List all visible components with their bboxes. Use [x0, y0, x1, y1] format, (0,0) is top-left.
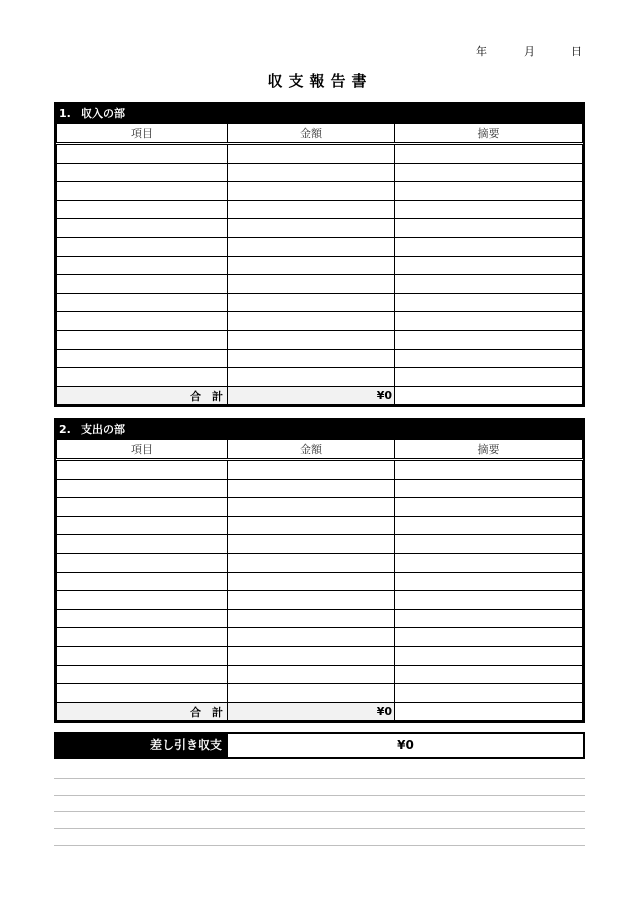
income-label: 収入の部: [81, 107, 125, 120]
amount-cell[interactable]: [228, 665, 395, 684]
table-row: [57, 498, 583, 517]
balance-value: ¥0: [226, 734, 583, 757]
column-header-amount: 金額: [228, 440, 395, 460]
item-cell[interactable]: [57, 330, 228, 349]
expense-label: 支出の部: [81, 423, 125, 436]
item-cell[interactable]: [57, 200, 228, 219]
table-row: [57, 182, 583, 201]
table-row: [57, 330, 583, 349]
note-cell[interactable]: [395, 609, 583, 628]
amount-cell[interactable]: [228, 349, 395, 368]
table-row: [57, 572, 583, 591]
note-line[interactable]: [54, 778, 585, 779]
amount-cell[interactable]: [228, 182, 395, 201]
table-row: [57, 237, 583, 256]
item-cell[interactable]: [57, 144, 228, 164]
amount-cell[interactable]: [228, 572, 395, 591]
amount-cell[interactable]: [228, 628, 395, 647]
item-cell[interactable]: [57, 572, 228, 591]
page-title: 収支報告書: [267, 72, 373, 90]
table-row: [57, 460, 583, 480]
income-total-value: ¥0: [228, 386, 395, 405]
table-row: [57, 516, 583, 535]
expense-total-label: 合 計: [57, 702, 228, 721]
amount-cell[interactable]: [228, 368, 395, 387]
amount-cell[interactable]: [228, 498, 395, 517]
table-row: [57, 293, 583, 312]
item-cell[interactable]: [57, 163, 228, 182]
note-cell[interactable]: [395, 200, 583, 219]
expense-total-note[interactable]: [395, 702, 583, 721]
table-row: [57, 535, 583, 554]
item-cell[interactable]: [57, 628, 228, 647]
note-line[interactable]: [54, 795, 585, 796]
table-row: [57, 684, 583, 703]
note-line[interactable]: [54, 811, 585, 812]
amount-cell[interactable]: [228, 646, 395, 665]
note-cell[interactable]: [395, 237, 583, 256]
year-label: 年: [476, 45, 487, 58]
income-total-note[interactable]: [395, 386, 583, 405]
item-cell[interactable]: [57, 237, 228, 256]
balance-row: [54, 732, 585, 759]
amount-cell[interactable]: [228, 609, 395, 628]
note-cell[interactable]: [395, 219, 583, 238]
expense-table: [56, 439, 583, 721]
income-section: [54, 102, 585, 407]
item-cell[interactable]: [57, 609, 228, 628]
item-cell[interactable]: [57, 256, 228, 275]
note-cell[interactable]: [395, 516, 583, 535]
amount-cell[interactable]: [228, 163, 395, 182]
item-cell[interactable]: [57, 293, 228, 312]
amount-cell[interactable]: [228, 312, 395, 331]
column-header-note: 摘要: [395, 440, 583, 460]
note-cell[interactable]: [395, 591, 583, 610]
expense-total-row: [57, 702, 583, 721]
item-cell[interactable]: [57, 516, 228, 535]
table-row: [57, 591, 583, 610]
item-cell[interactable]: [57, 349, 228, 368]
table-row: [57, 163, 583, 182]
note-cell[interactable]: [395, 498, 583, 517]
column-header-item: 項目: [57, 124, 228, 144]
note-cell[interactable]: [395, 349, 583, 368]
amount-cell[interactable]: [228, 553, 395, 572]
expense-section: [54, 418, 585, 723]
table-row: [57, 312, 583, 331]
item-cell[interactable]: [57, 591, 228, 610]
note-cell[interactable]: [395, 312, 583, 331]
note-cell[interactable]: [395, 368, 583, 387]
table-row: [57, 665, 583, 684]
table-row: [57, 144, 583, 164]
item-cell[interactable]: [57, 479, 228, 498]
expense-total-value: ¥0: [228, 702, 395, 721]
amount-cell[interactable]: [228, 330, 395, 349]
amount-cell[interactable]: [228, 460, 395, 480]
expense-header: [56, 420, 583, 439]
amount-cell[interactable]: [228, 256, 395, 275]
item-cell[interactable]: [57, 665, 228, 684]
item-cell[interactable]: [57, 182, 228, 201]
month-label: 月: [524, 45, 535, 58]
amount-cell[interactable]: [228, 219, 395, 238]
table-row: [57, 553, 583, 572]
item-cell[interactable]: [57, 312, 228, 331]
note-cell[interactable]: [395, 163, 583, 182]
note-cell[interactable]: [395, 182, 583, 201]
note-cell[interactable]: [395, 256, 583, 275]
amount-cell[interactable]: [228, 535, 395, 554]
table-row: [57, 256, 583, 275]
amount-cell[interactable]: [228, 479, 395, 498]
income-total-label: 合 計: [57, 386, 228, 405]
table-row: [57, 368, 583, 387]
item-cell[interactable]: [57, 535, 228, 554]
table-row: [57, 219, 583, 238]
income-number: 1.: [59, 107, 71, 120]
note-cell[interactable]: [395, 665, 583, 684]
note-cell[interactable]: [395, 572, 583, 591]
note-cell[interactable]: [395, 628, 583, 647]
item-cell[interactable]: [57, 460, 228, 480]
item-cell[interactable]: [57, 684, 228, 703]
note-cell[interactable]: [395, 479, 583, 498]
table-row: [57, 479, 583, 498]
table-row: [57, 628, 583, 647]
item-cell[interactable]: [57, 219, 228, 238]
item-cell[interactable]: [57, 646, 228, 665]
table-row: [57, 349, 583, 368]
amount-cell[interactable]: [228, 516, 395, 535]
note-cell[interactable]: [395, 460, 583, 480]
amount-cell[interactable]: [228, 237, 395, 256]
note-cell[interactable]: [395, 144, 583, 164]
table-row: [57, 609, 583, 628]
income-header: [56, 104, 583, 123]
note-cell[interactable]: [395, 535, 583, 554]
table-row: [57, 200, 583, 219]
amount-cell[interactable]: [228, 200, 395, 219]
column-header-item: 項目: [57, 440, 228, 460]
note-cell[interactable]: [395, 293, 583, 312]
amount-cell[interactable]: [228, 293, 395, 312]
amount-cell[interactable]: [228, 591, 395, 610]
income-rows: [57, 144, 583, 387]
amount-cell[interactable]: [228, 144, 395, 164]
note-line[interactable]: [54, 845, 585, 846]
amount-cell[interactable]: [228, 684, 395, 703]
income-total-row: [57, 386, 583, 405]
note-line[interactable]: [54, 828, 585, 829]
day-label: 日: [571, 45, 582, 58]
item-cell[interactable]: [57, 368, 228, 387]
item-cell[interactable]: [57, 275, 228, 294]
balance-label: 差し引き収支: [56, 734, 226, 757]
item-cell[interactable]: [57, 498, 228, 517]
note-cell[interactable]: [395, 330, 583, 349]
note-cell[interactable]: [395, 275, 583, 294]
column-header-amount: 金額: [228, 124, 395, 144]
table-row: [57, 275, 583, 294]
note-cell[interactable]: [395, 646, 583, 665]
item-cell[interactable]: [57, 553, 228, 572]
amount-cell[interactable]: [228, 275, 395, 294]
expense-rows: [57, 460, 583, 703]
column-header-note: 摘要: [395, 124, 583, 144]
table-row: [57, 646, 583, 665]
income-table: [56, 123, 583, 405]
note-cell[interactable]: [395, 553, 583, 572]
note-cell[interactable]: [395, 684, 583, 703]
expense-number: 2.: [59, 423, 71, 436]
